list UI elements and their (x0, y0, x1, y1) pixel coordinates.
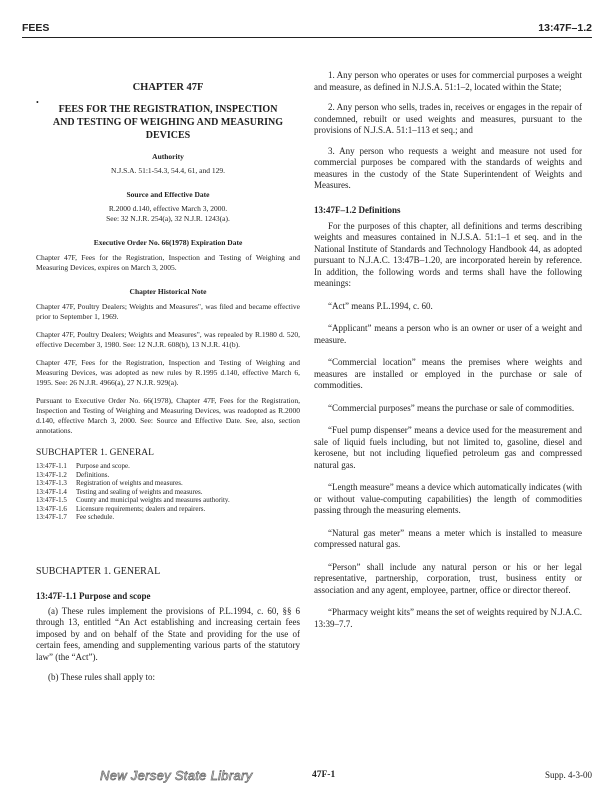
definition-item: “Natural gas meter” means a meter which is installed to measure compressed natural gas. (314, 527, 582, 549)
header-left: FEES (22, 22, 50, 34)
definition-item: “Applicant” means a person who is an owner or user of a weight and measure. (314, 323, 582, 345)
left-column (36, 70, 300, 684)
chapter-title: CHAPTER 47F (132, 82, 204, 93)
scope-item-1: 1. Any person who operates or uses for commercial purposes a weight and measure, as defined in N.J.S.A. 51:1–2, located within the State; (314, 70, 582, 92)
definitions-intro: For the purposes of this chapter, all definitions and terms describing weights and measures contained in N.J.S.A. 51:1–1 et seq. and in the National Institute of Standards and Technology Handbook 44, as adopted pursuant to N.J.A.C. 13:47B–1.20, are incorporated herein by reference. In addition, the following words and terms shall have the following meanings: (314, 220, 582, 288)
authority-text: N.J.S.A. 51:1-54.3, 54.4, 61, and 129. (111, 166, 225, 175)
section-1-1-heading: 13:47F-1.1 Purpose and scope (36, 590, 151, 601)
definition-item: “Commercial location” means the premises where weights and measures are installed or employed in the purchase or sale of commodities. (314, 357, 582, 390)
definition-item: “Length measure” means a device which automatically indicates (with or without value-computing capabilities) the length of commodities passing through the measuring elements. (314, 482, 582, 515)
subchapter-heading: SUBCHAPTER 1. GENERAL (36, 565, 161, 577)
toc-item: 13:47F-1.4 Testing and sealing of weights and measures. (36, 487, 203, 496)
toc-item: 13:47F-1.3 Registration of weights and measures. (36, 479, 183, 487)
scope-item-2: 2. Any person who sells, trades in, receives or engages in the repair of condemned, rebuilt or used weights and measures, pursuant to the provisions of N.J.S.A. 51:1–113 et seq.; and (314, 102, 582, 135)
definition-item: “Commercial purposes” means the purchase or sale of commodities. (328, 402, 575, 413)
supplement-date: Supp. 4-3-00 (545, 770, 592, 780)
header-right: 13:47F–1.2 (538, 22, 592, 34)
toc-item: 13:47F-1.7 Fee schedule. (36, 513, 115, 521)
table-of-contents (36, 462, 300, 522)
source-line1: R.2000 d.140, effective March 3, 2000. (108, 204, 228, 213)
definition-item: “Fuel pump dispenser” means a device used for the measurement and sale of liquid fuels including, but not limited to, gasoline, diesel and kerosene, but not including liquefied petroleum gas and compressed natural gas. (314, 425, 582, 470)
toc-item: 13:47F-1.6 Licensure requirements; dealers and repairers. (36, 504, 206, 513)
source-heading: Source and Effective Date (126, 190, 210, 199)
scope-item-3: 3. Any person who requests a weight and measure not used for commercial purposes be compared with the standards of weights and measures in the custody of the State Superintendent of Weights and Measures. (314, 145, 582, 190)
library-watermark: New Jersey State Library (100, 768, 253, 783)
history-p1: Chapter 47F, Poultry Dealers; Weights and Measures", was filed and became effective prior to September 1, 1969. (36, 302, 300, 321)
definition-item: “Act” means P.L.1994, c. 60. (328, 300, 433, 311)
section-1-1-a: (a) These rules implement the provisions of P.L.1994, c. 60, §§ 6 through 13, entitled “An Act establishing and increasing certain fees imposed by and on behalf of the State and providing for the use of certain fees, amending and supplementing various parts of the statutory law” (the “Act”). (36, 605, 300, 662)
executive-heading: Executive Order No. 66(1978) Expiration Date (93, 238, 243, 247)
running-header (22, 22, 592, 38)
definition-item: “Pharmacy weight kits” means the set of weights required by N.J.A.C. 13:39–7.7. (314, 607, 582, 629)
toc-item: 13:47F-1.5 County and municipal weights and measures authority. (36, 496, 230, 504)
right-column (314, 70, 582, 630)
toc-item: 13:47F-1.2 Definitions. (36, 470, 110, 479)
toc-heading: SUBCHAPTER 1. GENERAL (36, 448, 154, 458)
definition-item: “Person” shall include any natural person or his or her legal representative, partnership, corporation, trust, business entity or association and any agent, employee, partner, office or director thereof. (314, 561, 582, 595)
page-footer (22, 770, 592, 784)
history-p3: Chapter 47F, Fees for the Registration, Inspection and Testing of Weighing and Measuring Devices, was adopted as new rules by R.1995 d.140, effective March 6, 1995. See: 26 N.J.R. 4966(a), 27 N.J.R. 929(a). (36, 358, 300, 387)
executive-text: Chapter 47F, Fees for the Registration, Inspection and Testing of Weighing and Measuring Devices, expires on March 3, 2005. (36, 253, 300, 272)
toc-item: 13:47F-1.1 Purpose and scope. (36, 462, 130, 470)
section-1-1-b: (b) These rules shall apply to: (48, 672, 156, 682)
history-heading: Chapter Historical Note (129, 287, 207, 296)
page-number: 47F-1 (312, 770, 336, 780)
chapter-subtitle: FEES FOR THE REGISTRATION, INSPECTION AND TESTING OF WEIGHING AND MEASURING DEVICES (52, 104, 284, 141)
history-p2: Chapter 47F, Poultry Dealers; Weights and Measures", was repealed by R.1980 d. 520, effective December 3, 1980. See: 12 N.J.R. 608(b), 13 N.J.R. 41(b). (36, 330, 300, 349)
source-line2: See: 32 N.J.R. 254(a), 32 N.J.R. 1243(a). (106, 214, 230, 223)
margin-mark: • (36, 98, 39, 107)
section-1-2-heading: 13:47F–1.2 Definitions (314, 204, 401, 215)
history-p4: Pursuant to Executive Order No. 66(1978), Chapter 47F, Fees for the Registration, Inspection and Testing of Weighing and Measuring Devices, was readopted as R.2000 d.140, effective March 3, 2000. See: Source and Effective Date. See, also, section annotations. (36, 396, 300, 435)
authority-heading: Authority (152, 152, 184, 161)
